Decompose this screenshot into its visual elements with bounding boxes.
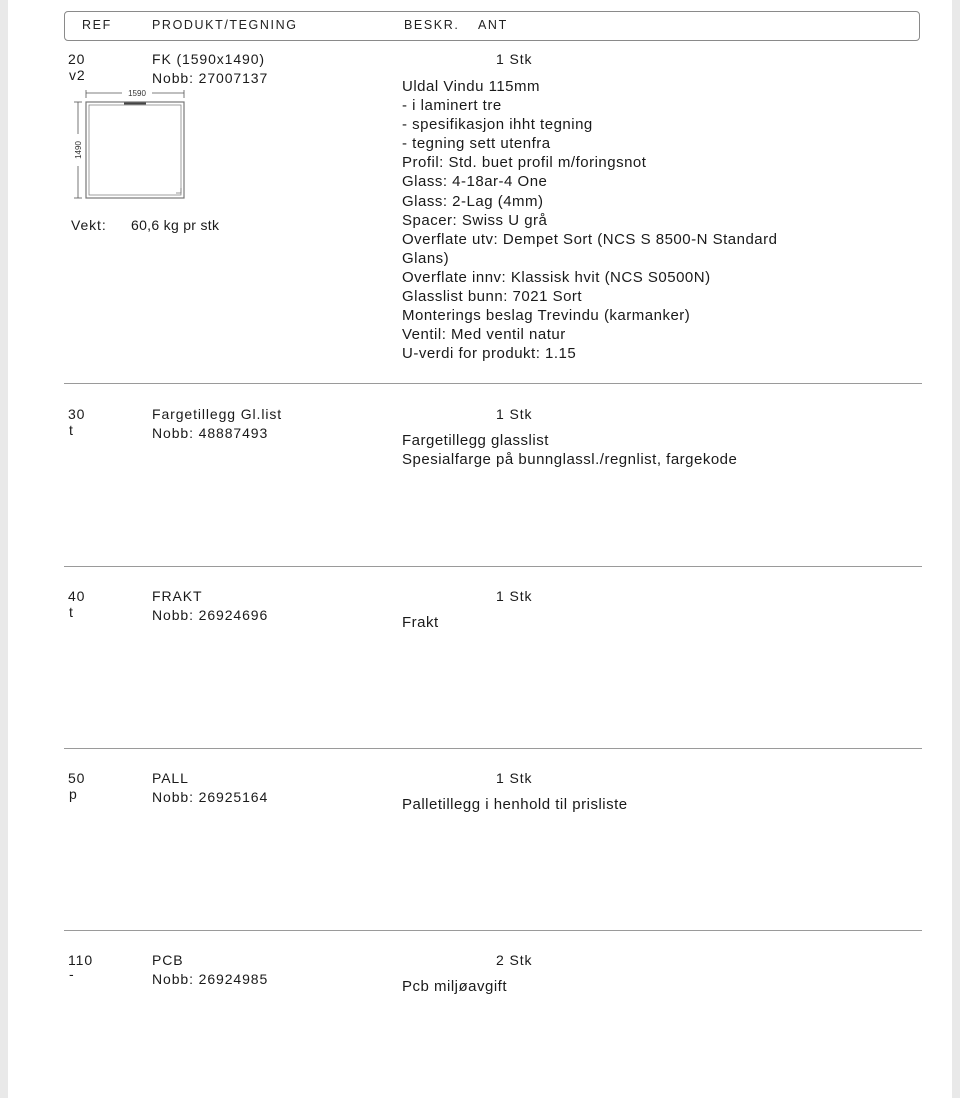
row-product: PALL [152, 770, 189, 786]
description-line: Pcb miljøavgift [402, 978, 508, 995]
row-ref: 40 [68, 588, 86, 604]
row-sub: p [69, 786, 78, 802]
row-quantity: 1 Stk [496, 588, 533, 604]
description-line: Glass: 2-Lag (4mm) [402, 192, 544, 210]
row-description [402, 77, 777, 363]
description-line: U-verdi for produkt: 1.15 [402, 345, 577, 363]
weight-value: 60,6 kg pr stk [131, 217, 220, 233]
row-quantity: 1 Stk [496, 406, 533, 422]
row-nobb: Nobb: 26925164 [152, 789, 269, 805]
row-ref: 20 [68, 51, 86, 67]
width-label: 1590 [128, 90, 146, 98]
row-description [402, 977, 507, 996]
row-description [402, 795, 628, 814]
row-sub: t [69, 604, 74, 620]
row-product: FRAKT [152, 588, 203, 604]
description-line: Spacer: Swiss U grå [402, 211, 548, 229]
table-row [64, 403, 920, 567]
table-row [64, 585, 920, 749]
row-sub: - [69, 966, 75, 982]
row-sub: v2 [69, 67, 86, 83]
row-ref: 50 [68, 770, 86, 786]
row-quantity: 2 Stk [496, 952, 533, 968]
row-quantity: 1 Stk [496, 770, 533, 786]
header-product: PRODUKT/TEGNING [152, 18, 298, 32]
height-label: 1490 [74, 141, 83, 159]
header-ref: REF [82, 18, 112, 32]
hinge-mark [176, 188, 181, 193]
description-line: Fargetillegg glasslist [402, 432, 549, 449]
description-line: Spesialfarge på bunnglassl./regnlist, fargekode [402, 451, 738, 469]
weight-label: Vekt: [71, 217, 107, 233]
window-frame [86, 102, 184, 198]
order-page [8, 0, 952, 1098]
description-line: - tegning sett utenfra [402, 135, 551, 153]
window-sash [89, 105, 181, 195]
row-nobb: Nobb: 27007137 [152, 70, 269, 86]
window-drawing [72, 90, 192, 200]
header-quantity: ANT [478, 18, 508, 32]
row-ref: 110 [68, 952, 94, 968]
row-product: PCB [152, 952, 184, 968]
table-row [64, 767, 920, 931]
description-line: Palletillegg i henhold til prisliste [402, 796, 628, 813]
row-divider [64, 930, 922, 931]
table-row [64, 48, 920, 384]
description-line: Glass: 4-18ar-4 One [402, 173, 548, 191]
description-line: Glans) [402, 249, 450, 267]
description-line: Overflate innv: Klassisk hvit (NCS S0500N) [402, 268, 711, 286]
row-divider [64, 748, 922, 749]
description-line: Ventil: Med ventil natur [402, 326, 566, 344]
table-header [64, 11, 920, 41]
row-description [402, 613, 439, 632]
description-line: - i laminert tre [402, 97, 502, 115]
description-line: Glasslist bunn: 7021 Sort [402, 288, 583, 306]
description-line: Profil: Std. buet profil m/foringsnot [402, 154, 647, 172]
row-product: FK (1590x1490) [152, 51, 265, 67]
row-nobb: Nobb: 26924696 [152, 607, 269, 623]
row-nobb: Nobb: 48887493 [152, 425, 269, 441]
description-line: Monterings beslag Trevindu (karmanker) [402, 307, 691, 325]
row-ref: 30 [68, 406, 86, 422]
row-divider [64, 566, 922, 567]
row-sub: t [69, 422, 74, 438]
row-quantity: 1 Stk [496, 51, 533, 67]
table-row [64, 949, 920, 1089]
row-description [402, 431, 737, 469]
description-line: Overflate utv: Dempet Sort (NCS S 8500-N Standard [402, 230, 778, 248]
description-line: Frakt [402, 614, 439, 631]
row-nobb: Nobb: 26924985 [152, 971, 269, 987]
description-line: Uldal Vindu 115mm [402, 78, 541, 95]
header-description: BESKR. [404, 18, 460, 32]
description-line: - spesifikasjon ihht tegning [402, 116, 593, 134]
row-divider [64, 383, 922, 384]
row-product: Fargetillegg Gl.list [152, 406, 283, 422]
